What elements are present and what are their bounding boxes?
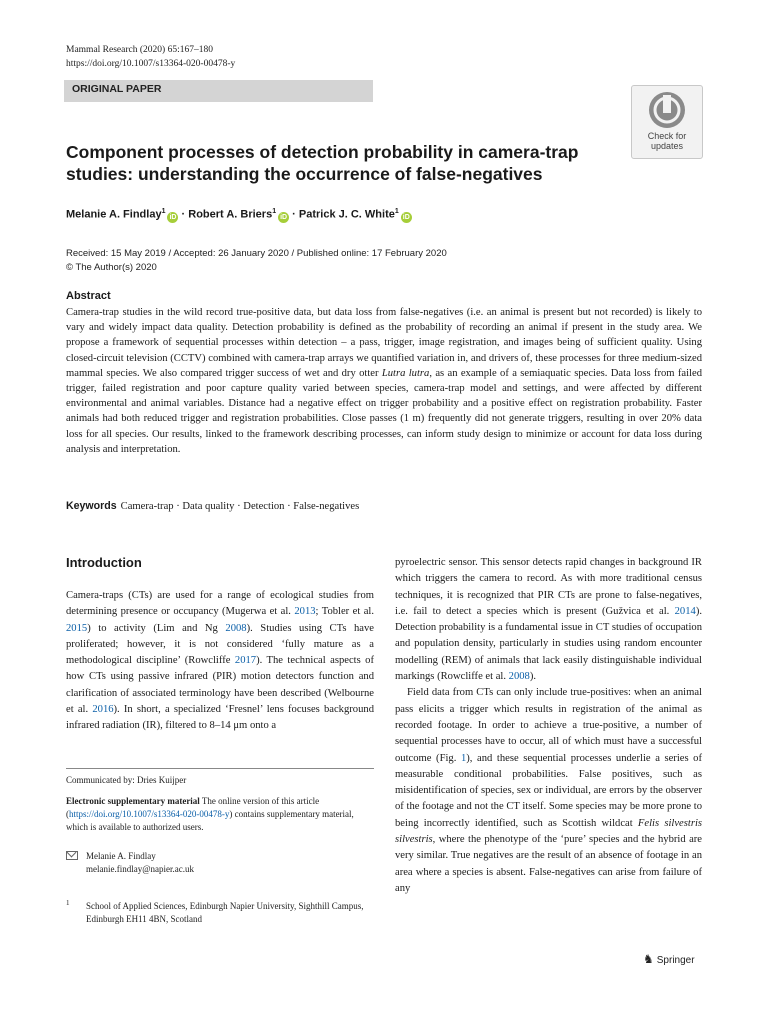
author-list <box>66 208 412 223</box>
citation-link[interactable]: 2008 <box>225 622 247 634</box>
affiliation: School of Applied Sciences, Edinburgh Napier University, Sighthill Campus, Edinburgh EH11 4BN, Scotland <box>86 901 364 924</box>
footnote-divider <box>66 768 374 769</box>
author-separator: · <box>178 208 189 221</box>
abstract-text: Camera-trap studies in the wild record true-positive data, but data loss from false-negatives (i.e. an animal is present but not recorded) is likely to vary and widely impact data quality. Detection probability is defined as the probability of recording an animal if present in the study area. We propose a framework of sequential processes within detection – a pass, trigger, image registration, and images being of sufficient quality. Using closed-circuit television (CCTV) combined with camera-trap arrays we quantified variation in, and drivers of, these processes for three medium-sized mammal species. We also compared trigger success of wet and dry otter Lutra lutra, as an example of a semiaquatic species. Data loss from failed trigger, failed registration and poor capture quality varied between species, camera-trap model and settings, and were affected by different environmental and animal variables. Distance had a negative effect on trigger probability and a positive effect on registration probability. Faster animals had both reduced trigger and registration probabilities. Close passes (1 m) frequently did not generate triggers, resulting in over 20% data loss for all species. Our results, linked to the framework describing processes, can inform study design to minimize or account for data loss during analysis and interpretation. <box>66 307 702 455</box>
author-affil-sup: 1 <box>394 208 399 215</box>
author-separator: · <box>289 208 299 221</box>
abstract-heading: Abstract <box>66 290 111 302</box>
esm-note: Electronic supplementary material The online version of this article (https://doi.org/10.1007/s13364-020-00478-y) contains supplementary material, which is available to authorized users. <box>66 796 354 832</box>
introduction-heading: Introduction <box>66 555 142 570</box>
article-title: Component processes of detection probability in camera-trap studies: understanding the occurrence of false-negatives <box>66 142 579 184</box>
citation-link[interactable]: 2014 <box>674 605 696 617</box>
corresponding-author <box>86 850 194 876</box>
check-for-updates-badge[interactable] <box>631 85 703 159</box>
check-updates-icon <box>647 90 687 130</box>
keywords-label: Keywords <box>66 500 117 512</box>
communicated-by: Communicated by: Dries Kuijper <box>66 775 187 785</box>
publisher-logo <box>643 952 695 966</box>
keywords <box>66 500 359 512</box>
publication-history: Received: 15 May 2019 / Accepted: 26 January 2020 / Published online: 17 February 2020 <box>66 248 447 259</box>
article-type-label: ORIGINAL PAPER <box>72 83 162 95</box>
check-updates-label: Check for updates <box>647 131 687 151</box>
keywords-text: Camera-trap · Data quality · Detection · False-negatives <box>120 501 360 512</box>
esm-link[interactable]: https://doi.org/10.1007/s13364-020-00478-y <box>69 809 230 819</box>
citation-link[interactable]: 2016 <box>92 704 114 716</box>
citation-link[interactable]: 2008 <box>508 671 530 683</box>
author-name[interactable]: Robert A. Briers <box>188 208 273 221</box>
orcid-icon[interactable]: iD <box>402 213 410 221</box>
article-type-banner <box>64 80 373 102</box>
author-name[interactable]: Patrick J. C. White <box>298 208 395 221</box>
citation-link[interactable]: 2013 <box>294 606 316 618</box>
corresponding-email[interactable]: melanie.findlay@napier.ac.uk <box>86 864 194 874</box>
body-column-right <box>395 555 702 897</box>
journal-citation: Mammal Research (2020) 65:167–180 <box>66 45 213 55</box>
doi-line[interactable]: https://doi.org/10.1007/s13364-020-00478-y <box>66 59 236 69</box>
journal-header <box>66 43 235 71</box>
affiliation-number: 1 <box>66 899 70 907</box>
paragraph: Field data from CTs can only include true-positives: when an animal pass elicits a trigger which results in registration of the animal as recorded footage. In order to achieve a true-positive, a number of sequential processes have to occur, all of which must have a successful outcome (Fig. 1), and these sequential processes underlie a series of measurable conditional probabilities. False positives, such as misidentification of species, sex or individual, are errors by the observer of the footage and not the CT itself. Some species may be more prone to being incorrectly identified, such as Scottish wildcat Felis silvestris silvestris, where the phenotype of the ‘pure’ species and the hybrid are very similar. True negatives are the result of an absence of footage in an area where a species is absent. False-negatives can arise from failure of any <box>395 687 703 894</box>
author-name[interactable]: Melanie A. Findlay <box>66 208 162 221</box>
author-affil-sup: 1 <box>161 208 166 215</box>
author-affil-sup: 1 <box>272 208 277 215</box>
body-column-left: Camera-traps (CTs) are used for a range of ecological studies from determining presence or occupancy (Mugerwa et al. 2013; Tobler et al. 2015) to activity (Lim and Ng 2008). Studies using CTs have proliferated; however, it is not considered ‘fully mature as a methodological discipline’ (Rowcliffe 2017). The technical aspects of how CTs using passive infrared (PIR) motion detectors function and clarification of associated terminology have been described (Welbourne et al. 2016). In short, a specialized ‘Fresnel’ lens focuses background infrared radiation (IR), filtered to 8–14 μm onto a <box>66 590 375 732</box>
paragraph: pyroelectric sensor. This sensor detects rapid changes in background IR which triggers the camera to record. As with more traditional census techniques, it is recognized that PIR CTs are prone to false-negatives, i.e. fail to detect a species which is present (Gužvica et al. 2014). Detection probability is a fundamental issue in CT studies of occupation and population density, particularly in studies using random encounter modelling (REM) of animals that lack easily distinguishable individual markings (Rowcliffe et al. 2008). <box>395 557 702 683</box>
copyright-line: © The Author(s) 2020 <box>66 262 157 273</box>
orcid-icon[interactable]: iD <box>169 213 177 221</box>
orcid-icon[interactable]: iD <box>280 213 288 221</box>
publication-dates <box>66 247 447 275</box>
springer-horse-icon: ♞ <box>643 952 654 966</box>
corresponding-name: Melanie A. Findlay <box>86 851 156 861</box>
citation-link[interactable]: 2015 <box>66 622 88 634</box>
esm-label: Electronic supplementary material <box>66 796 200 806</box>
envelope-icon <box>66 851 78 860</box>
citation-link[interactable]: 2017 <box>234 655 257 667</box>
figure-link[interactable]: 1 <box>460 752 467 764</box>
publisher-name: Springer <box>656 955 695 966</box>
